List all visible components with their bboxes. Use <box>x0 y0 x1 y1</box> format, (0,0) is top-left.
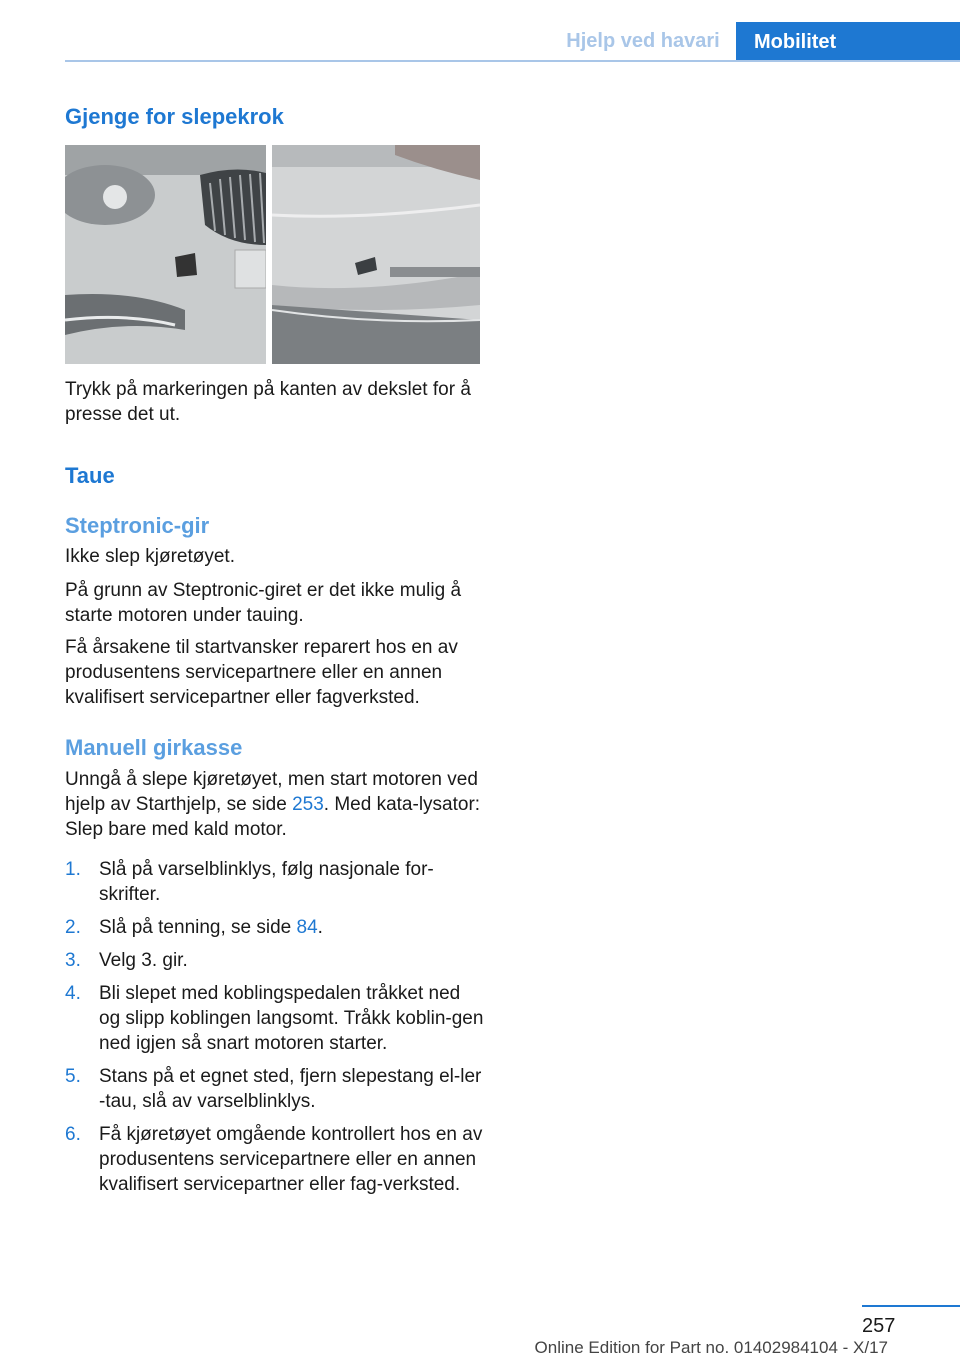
step-item-1 <box>65 857 485 907</box>
step-number: 1. <box>65 859 81 880</box>
section-title-tow-hook-thread: Gjenge for slepekrok <box>65 104 284 129</box>
step-number: 5. <box>65 1066 81 1087</box>
step-text-after: . <box>317 917 323 938</box>
subsection-title-manual-gearbox: Manuell girkasse <box>65 735 243 760</box>
step-number: 3. <box>65 950 81 971</box>
step-text-before: Slå på tenning, se side <box>99 917 297 938</box>
footer-edition-text: Online Edition for Part no. 01402984104 - X/17 <box>534 1338 888 1357</box>
header-rule <box>65 60 960 62</box>
manual-intro-text-after: . Med kata-lysator: Slep bare med kald motor. <box>65 794 481 840</box>
page-link-84[interactable]: 84 <box>296 917 318 938</box>
manual-intro-text-before: Unngå å slepe kjøretøyet, men start motoren ved hjelp av Starthjelp, se side <box>65 769 478 815</box>
step-item-3 <box>65 948 485 973</box>
step-number: 2. <box>65 917 81 938</box>
step-text: Velg 3. gir. <box>99 950 188 971</box>
steptronic-paragraph-1: Ikke slep kjøretøyet. <box>65 546 235 567</box>
step-number: 6. <box>65 1124 81 1145</box>
towing-steps-list <box>65 857 485 1205</box>
header-section-tab[interactable]: Hjelp ved havari <box>566 30 720 52</box>
step-text: Slå på varselblinklys, følg nasjonale for-skrifter. <box>99 859 434 905</box>
step-item-5 <box>65 1064 485 1114</box>
step-item-4 <box>65 981 485 1056</box>
steptronic-paragraph-2: På grunn av Steptronic-giret er det ikke mulig å starte motoren under tauing. <box>65 580 462 626</box>
tow-hook-instruction: Trykk på markeringen på kanten av dekslet for å presse det ut. <box>65 379 471 425</box>
bumper-photo <box>65 145 480 364</box>
step-item-6 <box>65 1122 485 1197</box>
footer-rule <box>862 1305 960 1307</box>
manual-intro-paragraph <box>65 767 485 842</box>
step-number: 4. <box>65 983 81 1004</box>
subsection-title-steptronic: Steptronic-gir <box>65 513 210 538</box>
header-active-tab[interactable]: Mobilitet <box>736 22 960 62</box>
step-text: Stans på et egnet sted, fjern slepestang el-ler -tau, slå av varselblinklys. <box>99 1066 482 1112</box>
step-text: Bli slepet med koblingspedalen tråkket ned og slipp koblingen langsomt. Tråkk koblin-gen ned igjen så snart motoren starter. <box>99 983 484 1054</box>
step-text: Få kjøretøyet omgående kontrollert hos en av produsentens servicepartnere eller en annen kvalifisert servicepartner eller fag-verksted. <box>99 1124 483 1195</box>
page-number: 257 <box>862 1315 896 1337</box>
section-title-towing: Taue <box>65 463 115 488</box>
page-link-253[interactable]: 253 <box>292 794 324 815</box>
steptronic-paragraph-3: Få årsakene til startvansker reparert hos en av produsentens servicepartnere eller en annen kvalifisert servicepartner eller fagverksted. <box>65 637 458 708</box>
step-item-2 <box>65 915 485 940</box>
